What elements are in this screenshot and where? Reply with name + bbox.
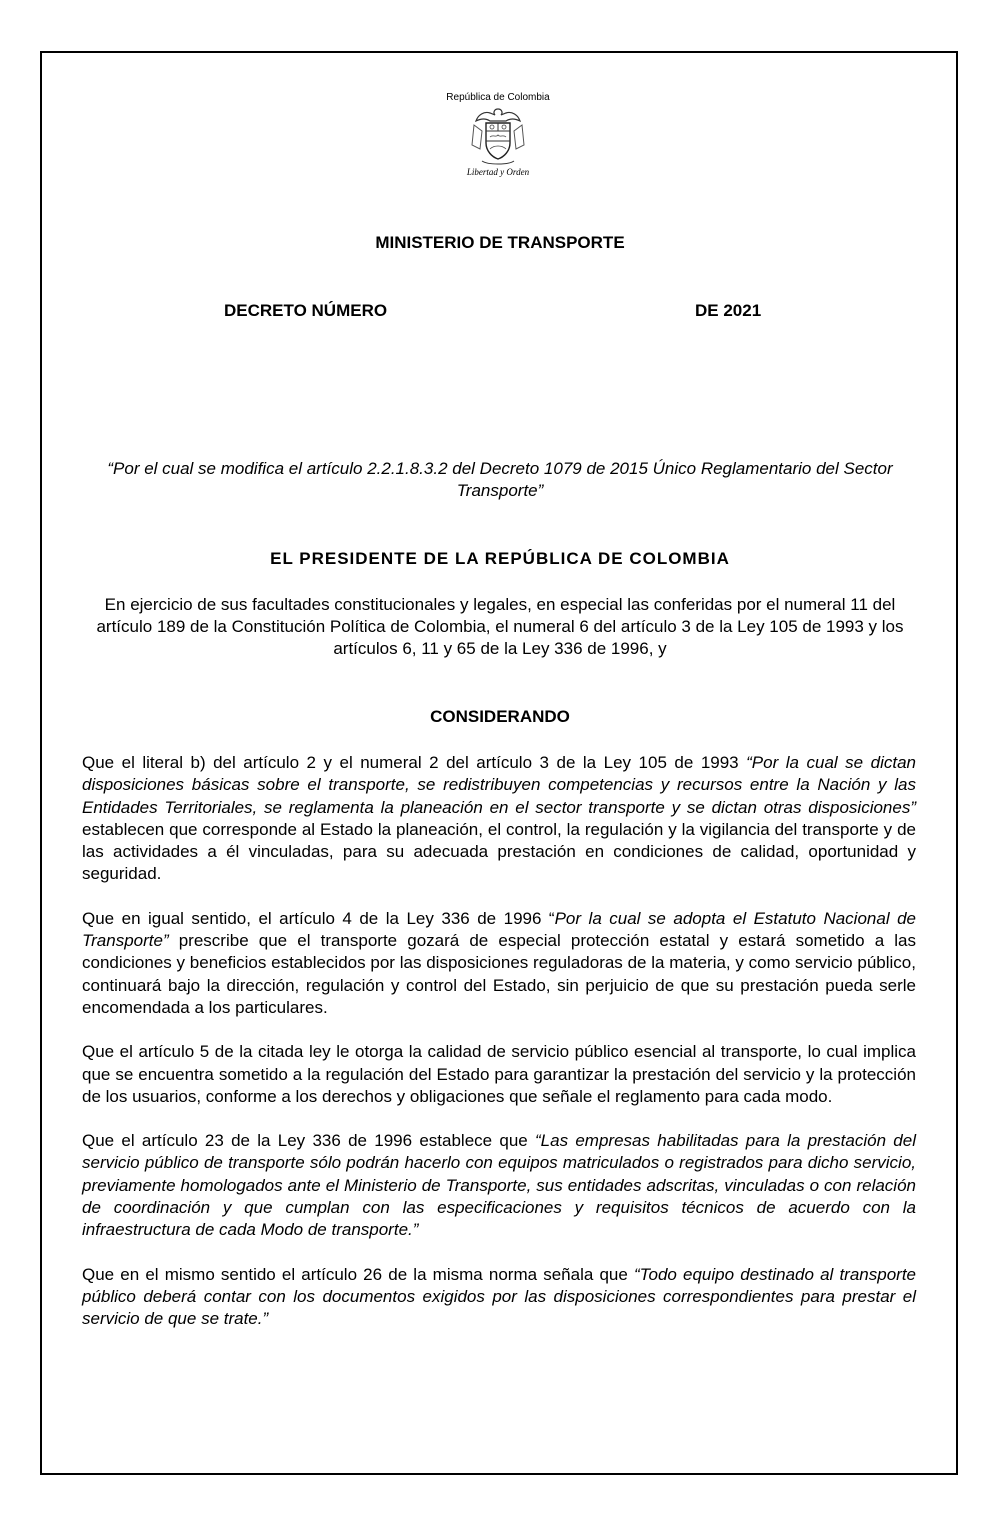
consideration-paragraph-1 bbox=[82, 752, 916, 886]
consideration-paragraph-5 bbox=[82, 1264, 916, 1331]
seal-motto: Libertad y Orden bbox=[466, 167, 530, 177]
seal-country-label: República de Colombia bbox=[446, 92, 550, 103]
consideration-paragraph-2 bbox=[82, 908, 916, 1019]
considerations-body bbox=[82, 752, 916, 1353]
paragraph-text: Que el artículo 23 de la Ley 336 de 1996 establece que bbox=[82, 1131, 536, 1151]
consideration-paragraph-4 bbox=[82, 1130, 916, 1241]
consideration-paragraph-3 bbox=[82, 1041, 916, 1108]
coat-of-arms-seal bbox=[436, 92, 560, 177]
decree-subtitle: “Por el cual se modifica el artículo 2.2.1.8.3.2 del Decreto 1079 de 2015 Único Reglamentario del Sector Transporte” bbox=[107, 459, 893, 500]
paragraph-text: establecen que corresponde al Estado la planeación, el control, la regulación y la vigilancia del transporte y de las actividades a él vinculadas, para su adecuada prestación en condiciones de calidad, oportunidad y seguridad. bbox=[82, 819, 916, 884]
president-heading: EL PRESIDENTE DE LA REPÚBLICA DE COLOMBIA bbox=[270, 549, 730, 568]
paragraph-quote: “Todo equipo destinado al transporte público deberá contar con los documentos exigidos por las disposiciones correspondientes para prestar el servicio de que se trate.” bbox=[82, 1264, 917, 1329]
decree-number-label: DECRETO NÚMERO bbox=[224, 301, 388, 320]
paragraph-quote: Por la cual se adopta el Estatuto Nacional de Transporte” bbox=[82, 908, 916, 951]
paragraph-text: Que en igual sentido, el artículo 4 de la Ley 336 de 1996 “ bbox=[82, 908, 555, 928]
paragraph-text: Que en el mismo sentido el artículo 26 de la misma norma señala que bbox=[82, 1264, 634, 1284]
paragraph-text: Que el literal b) del artículo 2 y el numeral 2 del artículo 3 de la Ley 105 de 1993 bbox=[82, 753, 747, 772]
considerando-heading: CONSIDERANDO bbox=[430, 707, 570, 726]
coat-of-arms-icon bbox=[468, 105, 528, 167]
paragraph-text: Que el artículo 5 de la citada ley le otorga la calidad de servicio público esencial al transporte, lo cual implica que se encuentra sometido a la regulación del Estado para garantizar la prestación del servicio y la protección de los usuarios, conforme a los derechos y obligaciones que señale el reglamento para cada modo. bbox=[82, 1042, 916, 1106]
ministry-title: MINISTERIO DE TRANSPORTE bbox=[375, 233, 625, 252]
paragraph-quote: “Por la cual se dictan disposiciones básicas sobre el transporte, se redistribuyen competencias y recursos entre la Nación y las Entidades Territoriales, se reglamenta la planeación en el sector transporte y se dictan otras disposiciones” bbox=[82, 753, 916, 817]
paragraph-text: prescribe que el transporte gozará de especial protección estatal y estará sometido a las condiciones y beneficios establecidos por las disposiciones reguladoras de la materia, y como servicio público, continuará bajo la dirección, regulación y control del Estado, sin perjuicio de que su prestación pueda serle encomendada a los particulares. bbox=[82, 931, 916, 1017]
decree-year-label: DE 2021 bbox=[695, 301, 762, 320]
powers-paragraph: En ejercicio de sus facultades constitucionales y legales, en especial las conferidas por el numeral 11 del artículo 189 de la Constitución Política de Colombia, el numeral 6 del artículo 3 de la Ley 105 de 1993 y los artículos 6, 11 y 65 de la Ley 336 de 1996, y bbox=[96, 595, 904, 658]
paragraph-quote: “Las empresas habilitadas para la prestación del servicio público de transporte sólo podrán hacerlo con equipos matriculados o registrados para dicho servicio, previamente homologados ante el Ministerio de Transporte, sus entidades adscritas, vinculadas o con relación de coordinación y que cumplan con las especificaciones y requisitos técnicos de acuerdo con la infraestructura de cada Modo de transporte.” bbox=[82, 1131, 916, 1240]
